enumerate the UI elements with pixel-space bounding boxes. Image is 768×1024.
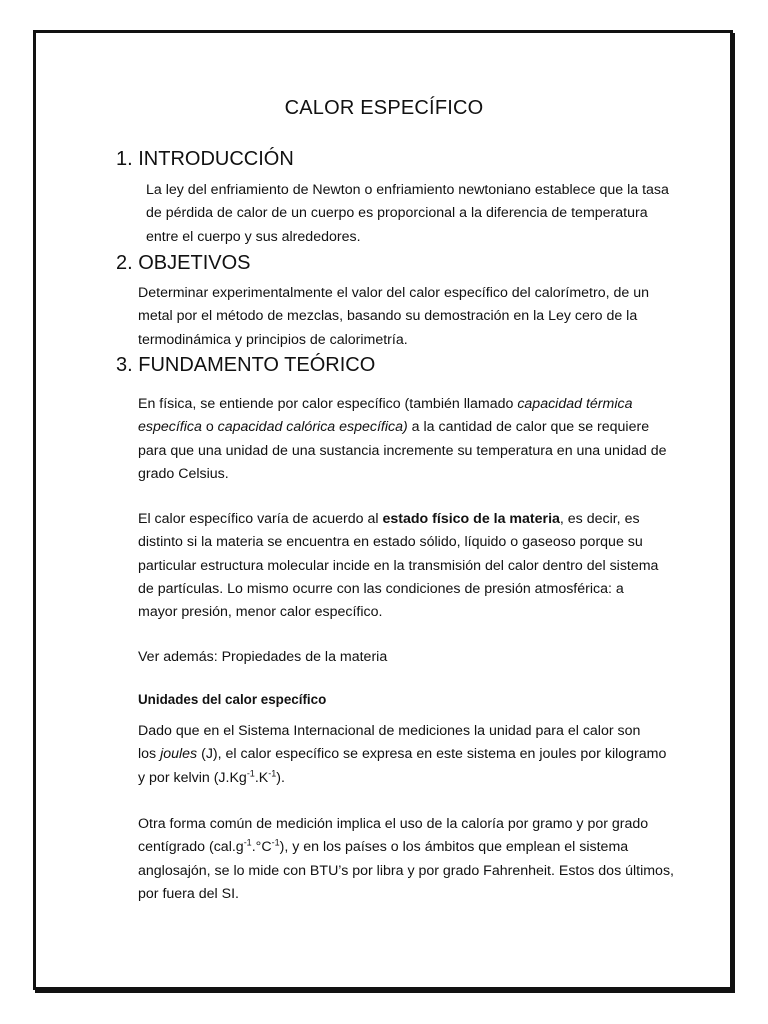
text-line: distinto si la materia se encuentra en estado sólido, líquido o gaseoso porque su: [138, 534, 643, 551]
text-line: termodinámica y principios de calorimetría.: [138, 331, 408, 348]
text-line: de pérdida de calor de un cuerpo es proporcional a la diferencia de temperatura: [146, 205, 648, 222]
italic-term: específica: [138, 419, 202, 436]
text-line: los joules (J), el calor específico se expresa en este sistema en joules por kilogramo: [138, 746, 667, 763]
text-line: centígrado $(cal.g^{-1}.^\circ C^{-1})$, y en los países o los ámbitos que emplean el sistema: [138, 837, 629, 856]
heading-introduccion: 1. INTRODUCCIÓN: [116, 148, 294, 170]
subheading-unidades: Unidades del calor específico: [138, 692, 327, 707]
text-line: Otra forma común de medición implica el uso de la caloría por gramo y por grado: [138, 816, 649, 832]
text-line: Dado que en el Sistema Internacional de mediciones la unidad para el calor son: [138, 723, 641, 739]
italic-term: capacidad calórica específica): [217, 419, 408, 436]
document-title: CALOR ESPECÍFICO: [284, 97, 484, 119]
text-line: grado Celsius.: [138, 465, 229, 482]
text-line: anglosajón, se lo mide con BTU’s por libra y por grado Fahrenheit. Estos dos últimos,: [138, 862, 674, 879]
italic-term: capacidad térmica: [517, 396, 633, 412]
text-line: y por kelvin $(J.Kg^{-1}.K^{-1})$.: [138, 767, 285, 786]
text-line: El calor específico varía de acuerdo al estado físico de la materia, es decir, es: [138, 511, 640, 527]
text-line: mayor presión, menor calor específico.: [138, 604, 383, 621]
heading-objetivos: 2. OBJETIVOS: [116, 252, 251, 274]
text-line: de partículas. Lo mismo ocurre con las condiciones de presión atmosférica: a: [138, 580, 624, 597]
heading-fundamento: 3. FUNDAMENTO TEÓRICO: [116, 354, 376, 376]
text-line: La ley del enfriamiento de Newton o enfriamiento newtoniano establece que la tasa: [146, 182, 669, 198]
text-line: En física, se entiende por calor específico (también llamado capacidad térmica: [138, 396, 633, 412]
text-line: particular estructura molecular incide en la transmisión del calor dentro del sistema: [138, 557, 659, 574]
italic-term: joules: [160, 746, 198, 763]
bold-term: estado físico de la materia: [382, 511, 560, 527]
text-line: Determinar experimentalmente el valor del calor específico del calorímetro, de un: [138, 285, 649, 301]
ver-ademas-text: Ver además: Propiedades de la materia: [138, 649, 388, 665]
paragraph-definicion: [138, 393, 678, 486]
paragraph-introduccion: [146, 179, 669, 249]
text-line: específica o capacidad calórica específica) a la cantidad de calor que se requiere: [138, 419, 650, 436]
text-line: entre el cuerpo y sus alrededores.: [146, 228, 361, 245]
text-line: para que una unidad de una sustancia incremente su temperatura en una unidad de: [138, 442, 667, 459]
paragraph-otra-forma: [138, 813, 678, 906]
paragraph-unidades: [138, 720, 678, 790]
paragraph-objetivos: [138, 282, 668, 352]
text-line: por fuera del SI.: [138, 885, 239, 902]
paragraph-estado-fisico: [138, 508, 678, 624]
text-line: metal por el método de mezclas, basando su demostración en la Ley cero de la: [138, 308, 638, 325]
